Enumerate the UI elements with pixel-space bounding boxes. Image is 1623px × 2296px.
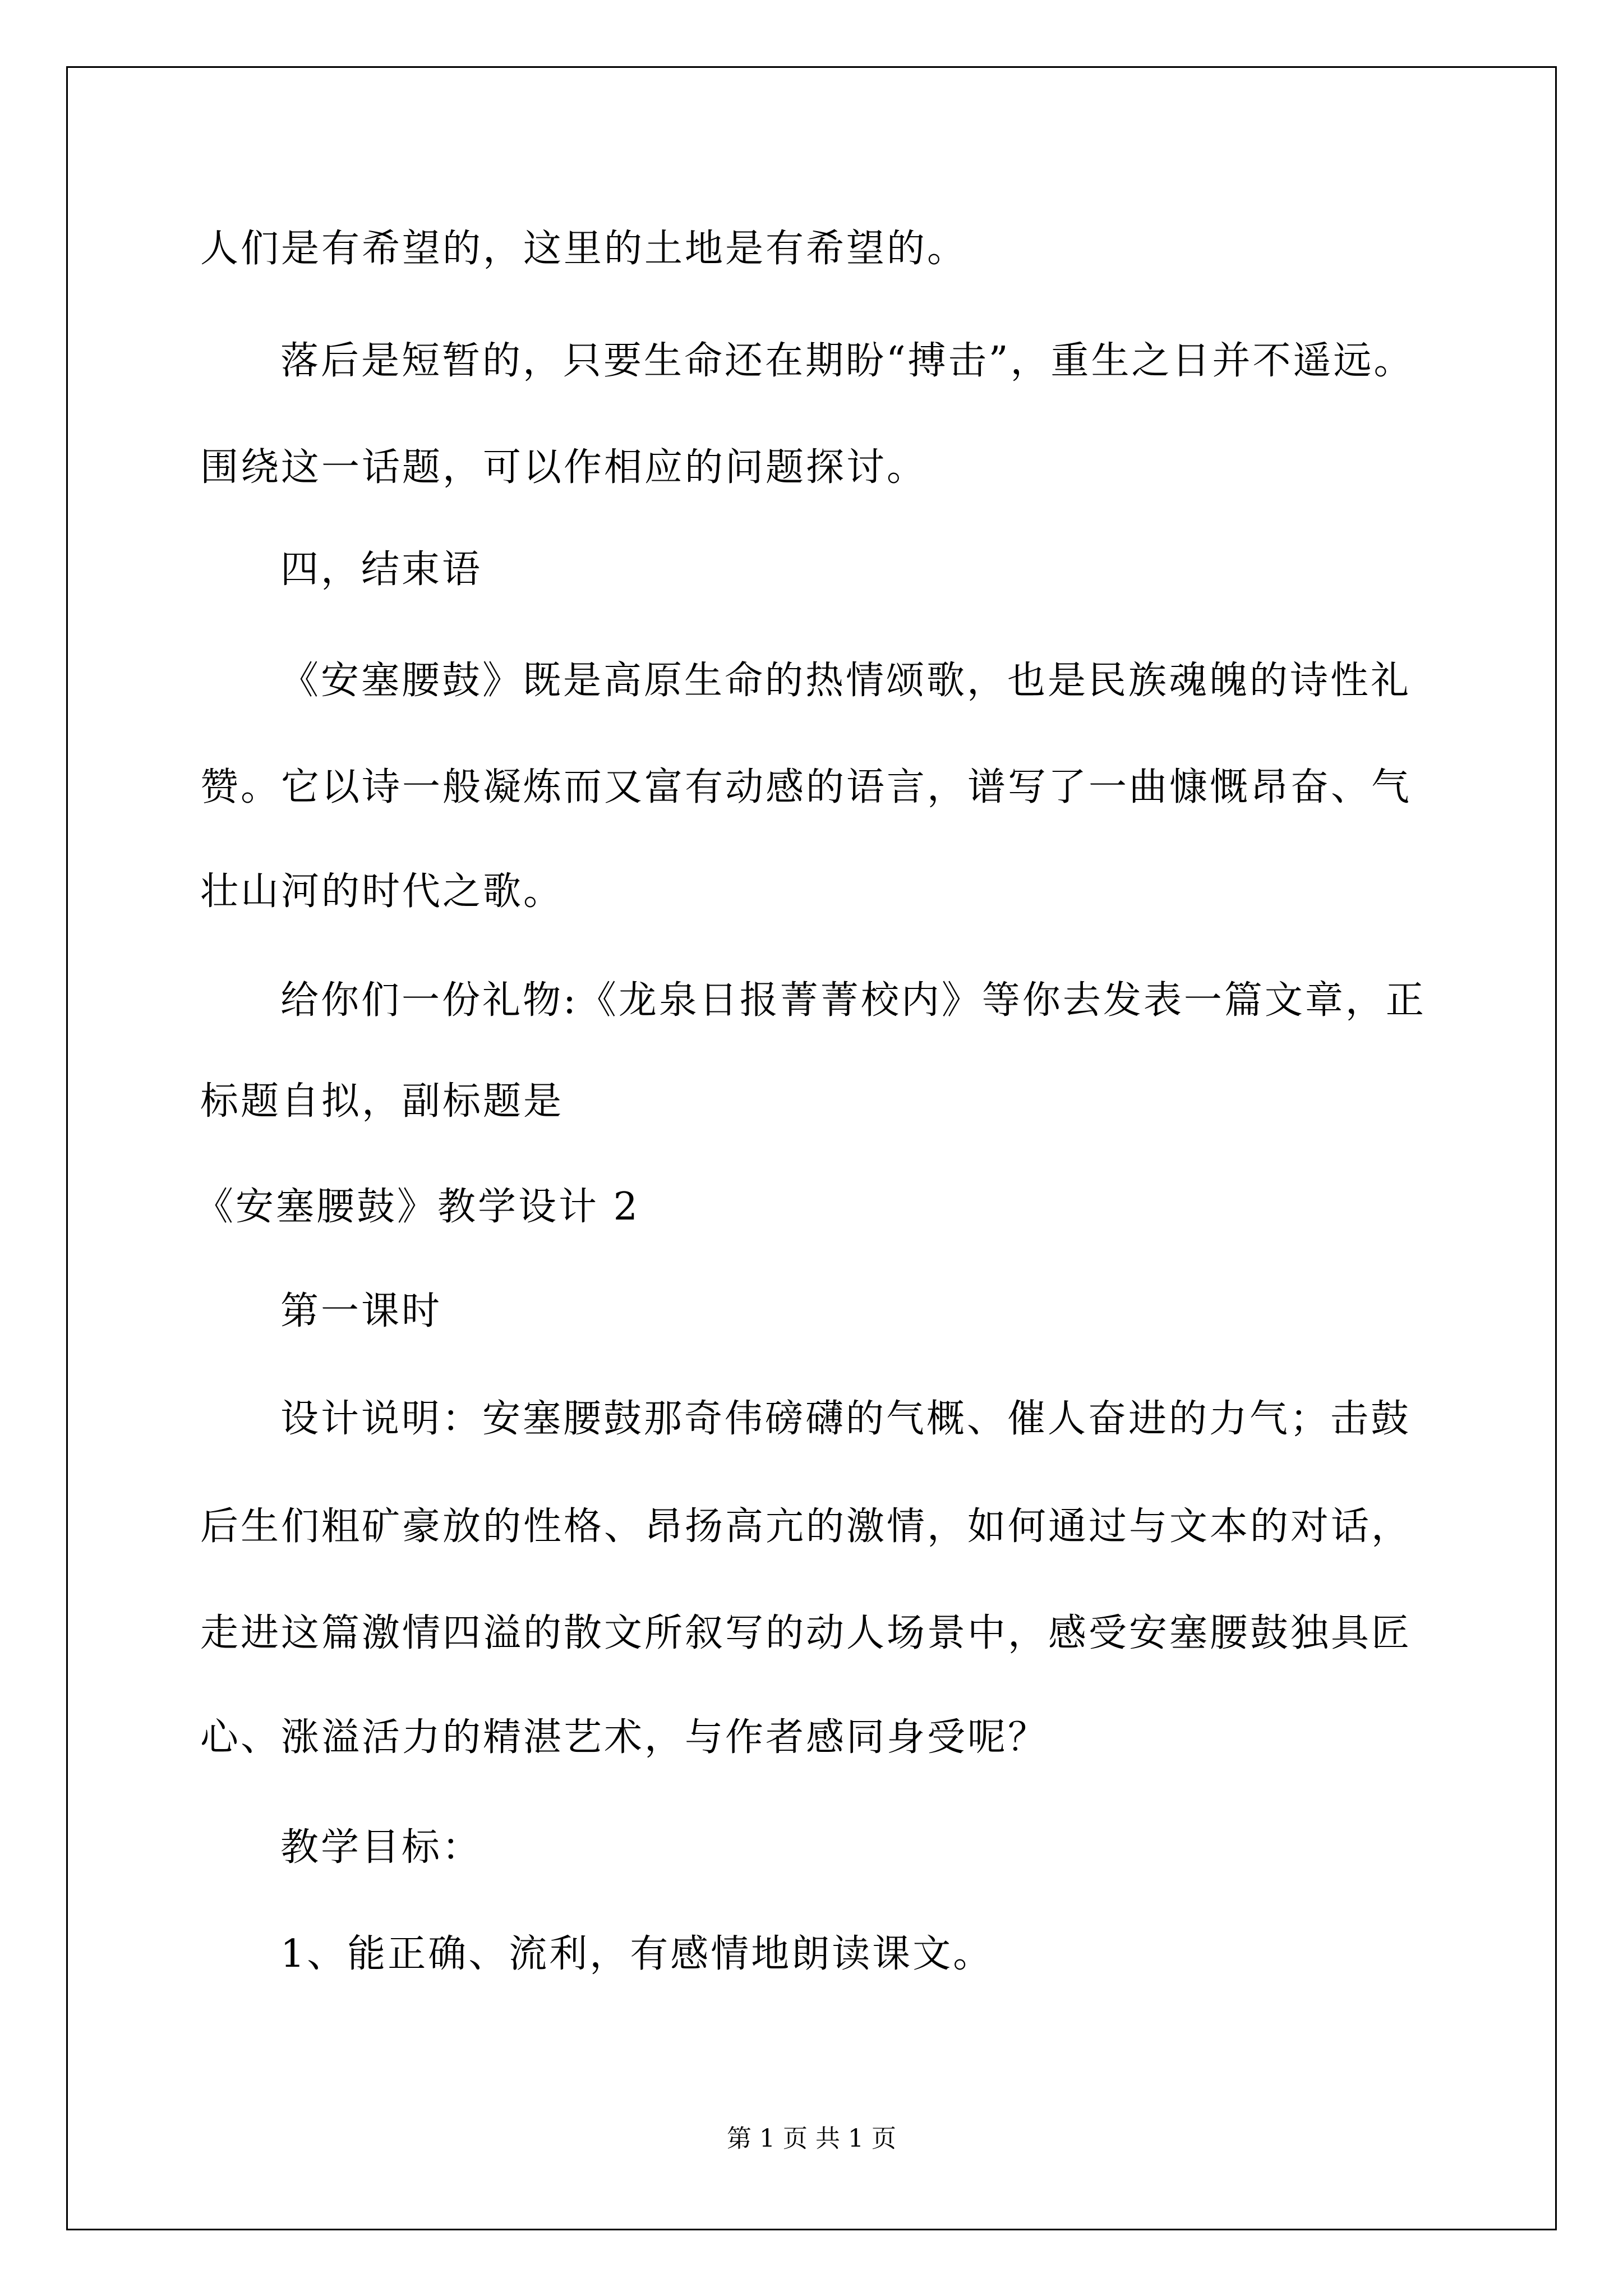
paragraph-line: 围绕这一话题，可以作相应的问题探讨。 xyxy=(200,445,928,490)
paragraph-line: 标题自拟，副标题是 xyxy=(200,1079,564,1124)
page-border xyxy=(66,66,1557,2230)
paragraph-line: 壮山河的时代之歌。 xyxy=(200,869,564,914)
paragraph-line: 赞。它以诗一般凝炼而又富有动感的语言，谱写了一曲慷慨昂奋、气 xyxy=(200,765,1412,809)
list-item: 1、能正确、流利，有感情地朗读课文。 xyxy=(280,1932,994,1976)
section-heading: 第一课时 xyxy=(280,1289,442,1333)
paragraph-line: 走进这篇激情四溢的散文所叙写的动人场景中，感受安塞腰鼓独具匠 xyxy=(200,1611,1412,1655)
document-title: 《安塞腰鼓》教学设计 2 xyxy=(195,1185,640,1229)
paragraph-line: 人们是有希望的，这里的土地是有希望的。 xyxy=(200,227,968,271)
paragraph-line: 后生们粗矿豪放的性格、昂扬高亢的激情，如何通过与文本的对话， xyxy=(200,1504,1412,1549)
section-heading: 教学目标： xyxy=(280,1825,483,1870)
paragraph-line: 《安塞腰鼓》既是高原生命的热情颂歌，也是民族魂魄的诗性礼 xyxy=(280,659,1412,703)
paragraph-line: 心、涨溢活力的精湛艺术，与作者感同身受呢？ xyxy=(200,1715,1049,1760)
paragraph-line: 设计说明：安塞腰鼓那奇伟磅礴的气概、催人奋进的力气；击鼓 xyxy=(280,1397,1412,1441)
paragraph-line: 落后是短暂的，只要生命还在期盼“搏击”，重生之日并不遥远。 xyxy=(280,339,1414,383)
paragraph-line: 给你们一份礼物:《龙泉日报菁菁校内》等你去发表一篇文章，正 xyxy=(280,978,1426,1023)
page-footer: 第 1 页 共 1 页 xyxy=(727,2124,896,2153)
section-heading: 四，结束语 xyxy=(280,547,483,592)
